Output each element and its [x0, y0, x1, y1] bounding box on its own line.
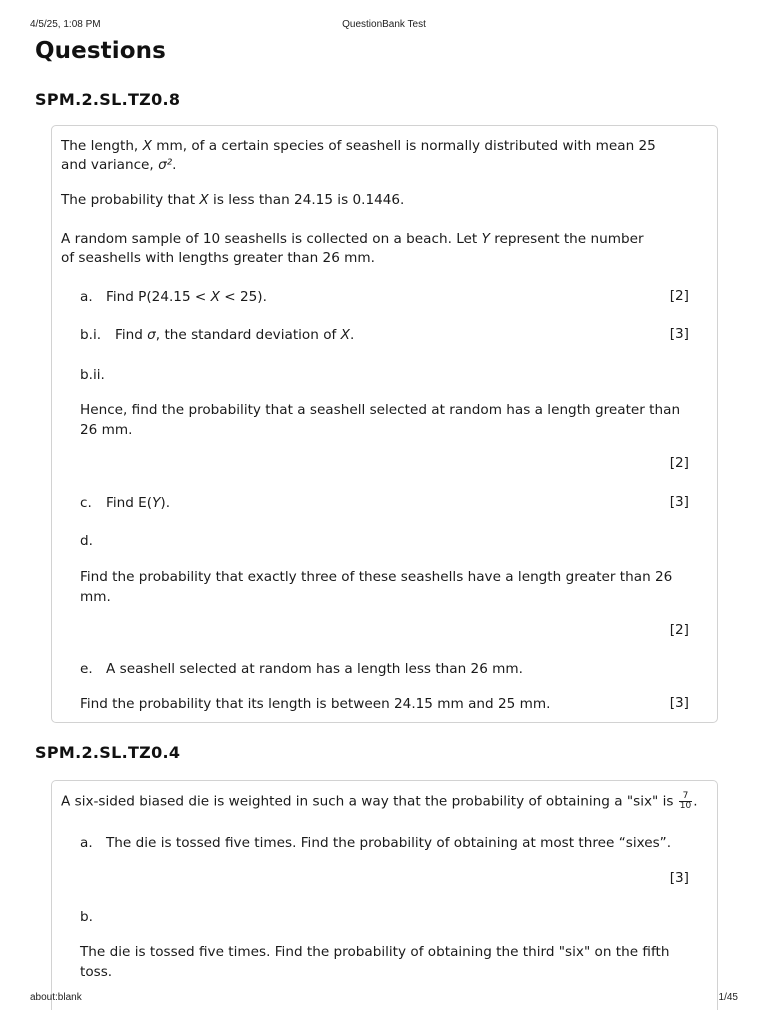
print-datetime: 4/5/25, 1:08 PM	[30, 19, 101, 30]
marks: [3]	[669, 326, 689, 342]
intro-line: and variance, σ².	[61, 157, 177, 173]
intro-line: The length, X mm, of a certain species of seashell is normally distributed with mean 25	[61, 138, 656, 154]
question-card	[51, 780, 718, 1010]
part-b-text: The die is tossed five times. Find the probability of obtaining the third "six" on the fifth toss.	[80, 944, 670, 980]
part-label: a.	[80, 289, 93, 305]
part-label: d.	[80, 533, 93, 549]
part-a: a. The die is tossed five times. Find the probability of obtaining at most three “sixes”.	[80, 834, 671, 854]
intro-line: A six-sided biased die is weighted in such a way that the probability of obtaining a "six" is $\frac{7}{10}$ .	[61, 791, 698, 811]
print-header	[30, 19, 738, 33]
page-title: Questions	[35, 38, 166, 64]
intro-line: The probability that X is less than 24.15 is 0.1446.	[61, 192, 405, 208]
marks: [3]	[669, 695, 689, 711]
marks: [3]	[669, 494, 689, 510]
part-label: c.	[80, 495, 92, 511]
fraction: $\frac{7}{10}$	[679, 791, 692, 811]
page-number: 1/45	[718, 992, 738, 1003]
part-b-i: b.i. Find σ, the standard deviation of X.	[80, 326, 354, 346]
intro-line: A random sample of 10 seashells is collected on a beach. Let Y represent the number	[61, 231, 644, 247]
part-label: a.	[80, 835, 93, 851]
part-b-ii-text: Hence, find the probability that a seashell selected at random has a length greater than 26 mm.	[80, 402, 681, 438]
part-c: c. Find E(Y).	[80, 494, 170, 514]
marks: [3]	[669, 870, 689, 886]
part-e-text: Find the probability that its length is between 24.15 mm and 25 mm.	[80, 696, 551, 712]
print-url: about:blank	[30, 992, 82, 1003]
print-title: QuestionBank Test	[342, 19, 426, 30]
question-code: SPM.2.SL.TZ0.4	[35, 743, 181, 762]
part-a: a. Find P(24.15 < X < 25).	[80, 288, 267, 308]
part-label: b.	[80, 909, 93, 925]
part-label: b.ii.	[80, 367, 105, 383]
part-label: b.i.	[80, 327, 102, 343]
marks: [2]	[669, 288, 689, 304]
part-d-text: Find the probability that exactly three of these seashells have a length greater than 26 mm.	[80, 569, 673, 605]
question-code: SPM.2.SL.TZ0.8	[35, 90, 181, 109]
part-e: e. A seashell selected at random has a length less than 26 mm.	[80, 660, 523, 680]
question-card	[51, 125, 718, 723]
print-footer	[30, 992, 738, 1006]
marks: [2]	[669, 455, 689, 471]
marks: [2]	[669, 622, 689, 638]
part-label: e.	[80, 661, 93, 677]
intro-line: of seashells with lengths greater than 26 mm.	[61, 250, 375, 266]
